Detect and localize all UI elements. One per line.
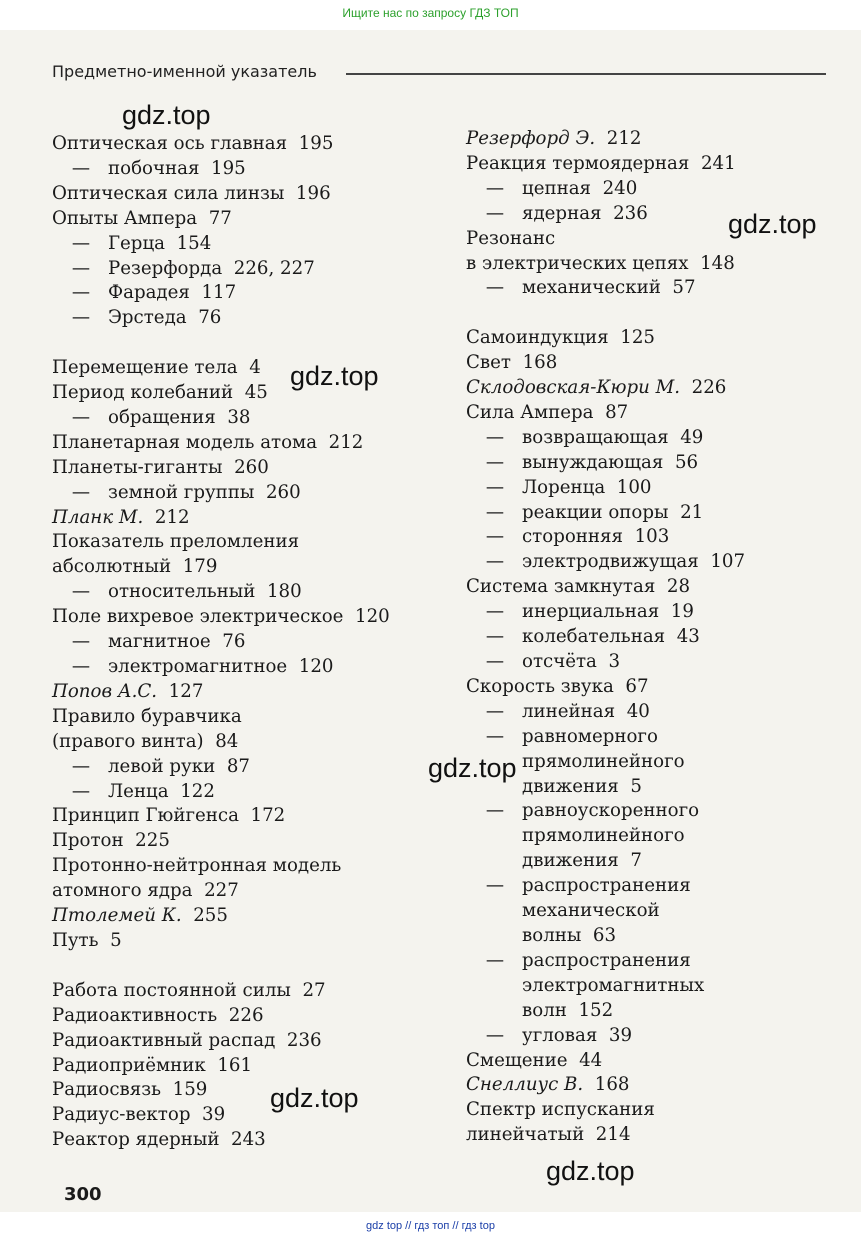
index-subentry — [466, 525, 861, 550]
index-entry — [466, 127, 861, 152]
entry-term: механический — [522, 277, 661, 299]
index-entry — [52, 356, 452, 381]
dash-marker: — — [485, 700, 504, 722]
entry-pages: 63 — [592, 924, 617, 946]
entry-term: отсчёта — [522, 651, 597, 673]
dash-marker: — — [71, 257, 90, 279]
entry-pages: 3 — [608, 651, 621, 673]
entry-term: Оптическая сила линзы — [52, 182, 285, 204]
index-entry — [52, 1029, 452, 1054]
index-subentry — [52, 780, 452, 805]
page-header-title: Предметно-именной указатель — [52, 62, 317, 81]
entry-pages: 38 — [227, 406, 251, 428]
entry-pages: 168 — [522, 352, 558, 374]
entry-pages: 172 — [250, 805, 286, 827]
index-subentry — [466, 650, 861, 675]
page-number: 300 — [64, 1184, 102, 1205]
dash-marker: — — [485, 476, 504, 498]
entry-term: Радиоактивный распад — [52, 1029, 276, 1051]
dash-marker: — — [71, 282, 90, 304]
entry-pages: 122 — [180, 780, 215, 802]
index-subentry — [466, 849, 861, 874]
entry-term: Свет — [466, 352, 511, 374]
index-entry — [52, 605, 452, 630]
entry-term: в электрических цепях — [466, 252, 689, 274]
entry-pages: 179 — [182, 556, 218, 578]
entry-term: Радиус-вектор — [52, 1104, 191, 1126]
index-entry — [466, 1049, 861, 1074]
entry-pages: 7 — [630, 850, 642, 872]
index-column-right — [466, 127, 861, 1148]
entry-pages: 214 — [595, 1124, 631, 1146]
index-subentry — [466, 501, 861, 526]
index-entry — [52, 705, 452, 730]
dash-marker: — — [71, 406, 90, 428]
entry-term: вынуждающая — [522, 451, 664, 473]
entry-term: линейная — [522, 700, 616, 722]
dash-marker: — — [71, 232, 90, 254]
index-subentry — [466, 899, 861, 924]
entry-pages: 100 — [616, 476, 652, 498]
entry-term: Планк М. — [52, 506, 144, 528]
entry-pages: 5 — [630, 775, 642, 797]
index-subentry — [466, 476, 861, 501]
index-entry — [466, 252, 861, 277]
dash-marker: — — [71, 307, 90, 329]
dash-marker: — — [485, 177, 504, 199]
entry-pages: 240 — [602, 177, 638, 199]
index-subentry — [466, 824, 861, 849]
index-subentry — [52, 655, 452, 680]
entry-pages: 107 — [710, 551, 746, 573]
index-subentry — [52, 281, 452, 306]
entry-term: Сила Ампера — [466, 401, 594, 423]
entry-term: относительный — [108, 581, 256, 603]
entry-pages: 19 — [670, 601, 694, 623]
dash-marker: — — [485, 601, 504, 623]
index-entry — [52, 506, 452, 531]
entry-term: Радиосвязь — [52, 1079, 162, 1101]
entry-term: обращения — [108, 406, 216, 428]
entry-term: Резерфорда — [108, 257, 223, 279]
index-subentry — [466, 999, 861, 1024]
entry-pages: 76 — [198, 307, 222, 329]
index-subentry — [466, 600, 861, 625]
entry-pages: 4 — [249, 357, 261, 379]
index-entry — [52, 431, 452, 456]
index-entry — [52, 804, 452, 829]
entry-term: ядерная — [522, 202, 602, 224]
header-rule — [346, 73, 826, 75]
index-subentry — [466, 775, 861, 800]
entry-term: магнитное — [108, 631, 211, 653]
entry-pages: 125 — [620, 327, 655, 349]
entry-term: реакции опоры — [522, 501, 669, 523]
entry-pages: 45 — [244, 382, 268, 404]
index-subentry — [466, 949, 861, 974]
index-subentry — [52, 157, 452, 182]
dash-marker: — — [485, 526, 504, 548]
entry-pages: 196 — [295, 182, 331, 204]
entry-term: сторонняя — [522, 526, 623, 548]
entry-pages: 226 — [691, 377, 727, 399]
index-entry — [466, 575, 861, 600]
entry-pages: 84 — [215, 730, 239, 752]
index-entry — [52, 904, 452, 929]
dash-marker: — — [71, 631, 90, 653]
entry-pages: 212 — [606, 128, 642, 149]
entry-term: Птолемей К. — [52, 905, 182, 927]
dash-marker: — — [71, 581, 90, 603]
entry-term: Радиоприёмник — [52, 1054, 206, 1076]
entry-term: Период колебаний — [52, 382, 234, 404]
index-subentry — [466, 750, 861, 775]
entry-pages: 77 — [208, 207, 232, 229]
dash-marker: — — [485, 1024, 504, 1046]
dash-marker: — — [71, 780, 90, 802]
index-subentry — [466, 700, 861, 725]
entry-pages: 40 — [626, 700, 650, 722]
entry-pages: 152 — [578, 999, 614, 1021]
index-entry — [466, 326, 861, 351]
entry-term: равноускоренного — [522, 800, 700, 822]
entry-pages: 56 — [674, 451, 699, 473]
entry-gap — [52, 331, 452, 356]
index-entry — [52, 829, 452, 854]
entry-term: Планеты-гиганты — [52, 456, 223, 478]
entry-pages: 195 — [298, 133, 334, 154]
entry-pages: 87 — [226, 755, 250, 777]
index-subentry — [466, 725, 861, 750]
watermark: gdz.top — [728, 209, 817, 239]
entry-pages: 236 — [286, 1029, 322, 1051]
dash-marker: — — [485, 875, 504, 897]
index-entry — [52, 555, 452, 580]
entry-term: абсолютный — [52, 556, 172, 578]
dash-marker: — — [485, 501, 504, 523]
entry-term: прямолинейного — [522, 825, 685, 847]
entry-pages: 148 — [700, 252, 735, 274]
dash-marker: — — [485, 725, 504, 747]
index-entry — [52, 207, 452, 232]
entry-pages: 168 — [594, 1074, 630, 1096]
index-subentry — [466, 799, 861, 824]
entry-term: цепная — [522, 177, 592, 199]
index-entry — [52, 730, 452, 755]
index-entry — [52, 1004, 452, 1029]
entry-pages: 87 — [605, 401, 629, 423]
entry-term: Перемещение тела — [52, 357, 238, 379]
entry-pages: 260 — [234, 456, 269, 478]
entry-pages: 243 — [231, 1129, 266, 1151]
dash-marker: — — [485, 651, 504, 673]
entry-pages: 212 — [154, 506, 190, 528]
index-subentry — [52, 306, 452, 331]
entry-term: Протонно-нейтронная модель — [52, 855, 342, 877]
entry-pages: 43 — [676, 626, 700, 648]
index-entry — [52, 929, 452, 954]
entry-gap — [52, 954, 452, 979]
entry-term: Герца — [108, 232, 165, 254]
index-entry — [52, 132, 452, 157]
entry-term: Опыты Ампера — [52, 207, 198, 229]
index-subentry — [466, 625, 861, 650]
entry-pages: 212 — [328, 431, 364, 453]
index-entry — [52, 182, 452, 207]
index-entry — [466, 376, 861, 401]
index-entry — [52, 381, 452, 406]
entry-term: электромагнитное — [108, 656, 288, 678]
index-subentry — [52, 481, 452, 506]
entry-term: Поле вихревое электрическое — [52, 606, 344, 628]
dash-marker: — — [485, 949, 504, 971]
dash-marker: — — [485, 800, 504, 822]
index-subentry — [52, 232, 452, 257]
index-subentry — [52, 406, 452, 431]
entry-pages: 103 — [634, 526, 670, 548]
index-subentry — [466, 1024, 861, 1049]
index-entry — [52, 979, 452, 1004]
dash-marker: — — [485, 277, 504, 299]
dash-marker: — — [485, 202, 504, 224]
entry-pages: 159 — [172, 1079, 208, 1101]
index-entry — [466, 1073, 861, 1098]
watermark: gdz.top — [122, 100, 211, 130]
entry-term: равномерного — [522, 725, 658, 747]
entry-term: Работа постоянной силы — [52, 979, 291, 1001]
entry-term: побочная — [108, 157, 200, 179]
entry-pages: 5 — [110, 929, 122, 951]
entry-pages: 28 — [666, 576, 691, 598]
entry-pages: 57 — [672, 277, 696, 299]
entry-term: (правого винта) — [52, 730, 204, 752]
dash-marker: — — [71, 481, 90, 503]
entry-term: колебательная — [522, 626, 666, 648]
entry-term: прямолинейного — [522, 750, 685, 772]
dash-marker: — — [485, 426, 504, 448]
index-column-left — [52, 132, 452, 1153]
index-subentry — [466, 426, 861, 451]
entry-pages: 161 — [217, 1054, 253, 1076]
entry-pages: 21 — [680, 501, 704, 523]
entry-term: электромагнитных — [522, 974, 705, 996]
entry-term: Радиоактивность — [52, 1004, 218, 1026]
index-subentry — [466, 276, 861, 301]
entry-pages: 27 — [302, 979, 326, 1001]
entry-term: движения — [522, 850, 619, 872]
entry-pages: 120 — [355, 606, 390, 628]
entry-term: Оптическая ось главная — [52, 133, 288, 154]
entry-gap — [466, 301, 861, 326]
entry-term: Склодовская-Кюри М. — [466, 377, 681, 399]
dash-marker: — — [485, 551, 504, 573]
dash-marker: — — [71, 656, 90, 678]
watermark: gdz.top — [290, 361, 379, 391]
index-entry — [52, 680, 452, 705]
entry-term: Фарадея — [108, 282, 190, 304]
entry-pages: 67 — [625, 675, 649, 697]
entry-pages: 127 — [168, 680, 204, 702]
entry-term: распространения — [522, 949, 691, 971]
index-subentry — [466, 924, 861, 949]
entry-term: Самоиндукция — [466, 327, 609, 349]
entry-term: Реактор ядерный — [52, 1129, 220, 1151]
index-subentry — [52, 755, 452, 780]
index-subentry — [466, 974, 861, 999]
entry-pages: 226 — [228, 1004, 264, 1026]
entry-pages: 120 — [298, 656, 334, 678]
entry-pages: 76 — [222, 631, 246, 653]
dash-marker: — — [485, 451, 504, 473]
bottom-banner[interactable]: gdz top // гдз топ // гдз top — [366, 1220, 495, 1232]
entry-pages: 227 — [204, 880, 239, 902]
entry-pages: 44 — [579, 1049, 603, 1071]
entry-term: возвращающая — [522, 426, 669, 448]
entry-pages: 260 — [265, 481, 301, 503]
index-entry — [466, 152, 861, 177]
entry-term: Лоренца — [522, 476, 606, 498]
entry-pages: 225 — [135, 830, 170, 852]
index-entry — [52, 1054, 452, 1079]
entry-term: угловая — [522, 1024, 598, 1046]
entry-term: волны — [522, 924, 582, 946]
index-entry — [466, 675, 861, 700]
entry-pages: 236 — [613, 202, 648, 224]
entry-term: левой руки — [108, 755, 216, 777]
entry-term: Попов А.С. — [52, 680, 158, 702]
entry-term: движения — [522, 775, 619, 797]
entry-term: Эрстеда — [108, 307, 187, 329]
index-entry — [52, 456, 452, 481]
entry-pages: 117 — [201, 282, 237, 304]
entry-term: механической — [522, 900, 660, 922]
entry-pages: 154 — [176, 232, 212, 254]
entry-term: Протон — [52, 830, 124, 852]
index-entry — [52, 1078, 452, 1103]
watermark: gdz.top — [270, 1083, 359, 1113]
entry-term: атомного ядра — [52, 880, 193, 902]
index-subentry — [52, 257, 452, 282]
index-entry — [466, 351, 861, 376]
entry-term: Ленца — [108, 780, 169, 802]
index-subentry — [466, 451, 861, 476]
index-entry — [52, 879, 452, 904]
index-subentry — [52, 580, 452, 605]
entry-term: Снеллиус В. — [466, 1074, 584, 1096]
entry-term: волн — [522, 999, 567, 1021]
entry-term: Спектр испускания — [466, 1099, 655, 1121]
entry-term: Реакция термоядерная — [466, 152, 690, 174]
entry-term: Резерфорд Э. — [466, 128, 596, 149]
index-entry — [52, 530, 452, 555]
entry-term: земной группы — [108, 481, 255, 503]
index-subentry — [466, 177, 861, 202]
index-subentry — [466, 874, 861, 899]
index-entry — [466, 1123, 861, 1148]
entry-pages: 241 — [700, 152, 736, 174]
watermark: gdz.top — [546, 1156, 635, 1186]
index-subentry — [466, 550, 861, 575]
top-banner[interactable]: Ищите нас по запросу ГДЗ ТОП — [342, 6, 519, 20]
index-entry — [466, 1098, 861, 1123]
index-entry — [52, 1128, 452, 1153]
entry-term: Показатель преломления — [52, 531, 300, 553]
dash-marker: — — [71, 157, 90, 179]
index-entry — [466, 401, 861, 426]
entry-pages: 255 — [193, 905, 228, 927]
watermark: gdz.top — [428, 753, 517, 783]
entry-term: Резонанс — [466, 227, 556, 249]
entry-term: Планетарная модель атома — [52, 431, 318, 453]
entry-pages: 226, 227 — [233, 257, 315, 279]
index-entry — [52, 1103, 452, 1128]
entry-pages: 39 — [202, 1104, 226, 1126]
entry-term: Смещение — [466, 1049, 568, 1071]
entry-term: линейчатый — [466, 1124, 585, 1146]
entry-term: Правило буравчика — [52, 705, 242, 727]
entry-term: распространения — [522, 875, 691, 897]
entry-term: Путь — [52, 929, 99, 951]
entry-pages: 39 — [608, 1024, 633, 1046]
entry-pages: 49 — [680, 426, 704, 448]
entry-term: Скорость звука — [466, 675, 614, 697]
index-subentry — [52, 630, 452, 655]
entry-term: электродвижущая — [522, 551, 699, 573]
index-entry — [52, 854, 452, 879]
entry-pages: 180 — [266, 581, 302, 603]
entry-term: инерциальная — [522, 601, 660, 623]
dash-marker: — — [71, 755, 90, 777]
entry-pages: 195 — [211, 157, 246, 179]
entry-term: Принцип Гюйгенса — [52, 805, 239, 827]
dash-marker: — — [485, 626, 504, 648]
entry-term: Система замкнутая — [466, 576, 656, 598]
